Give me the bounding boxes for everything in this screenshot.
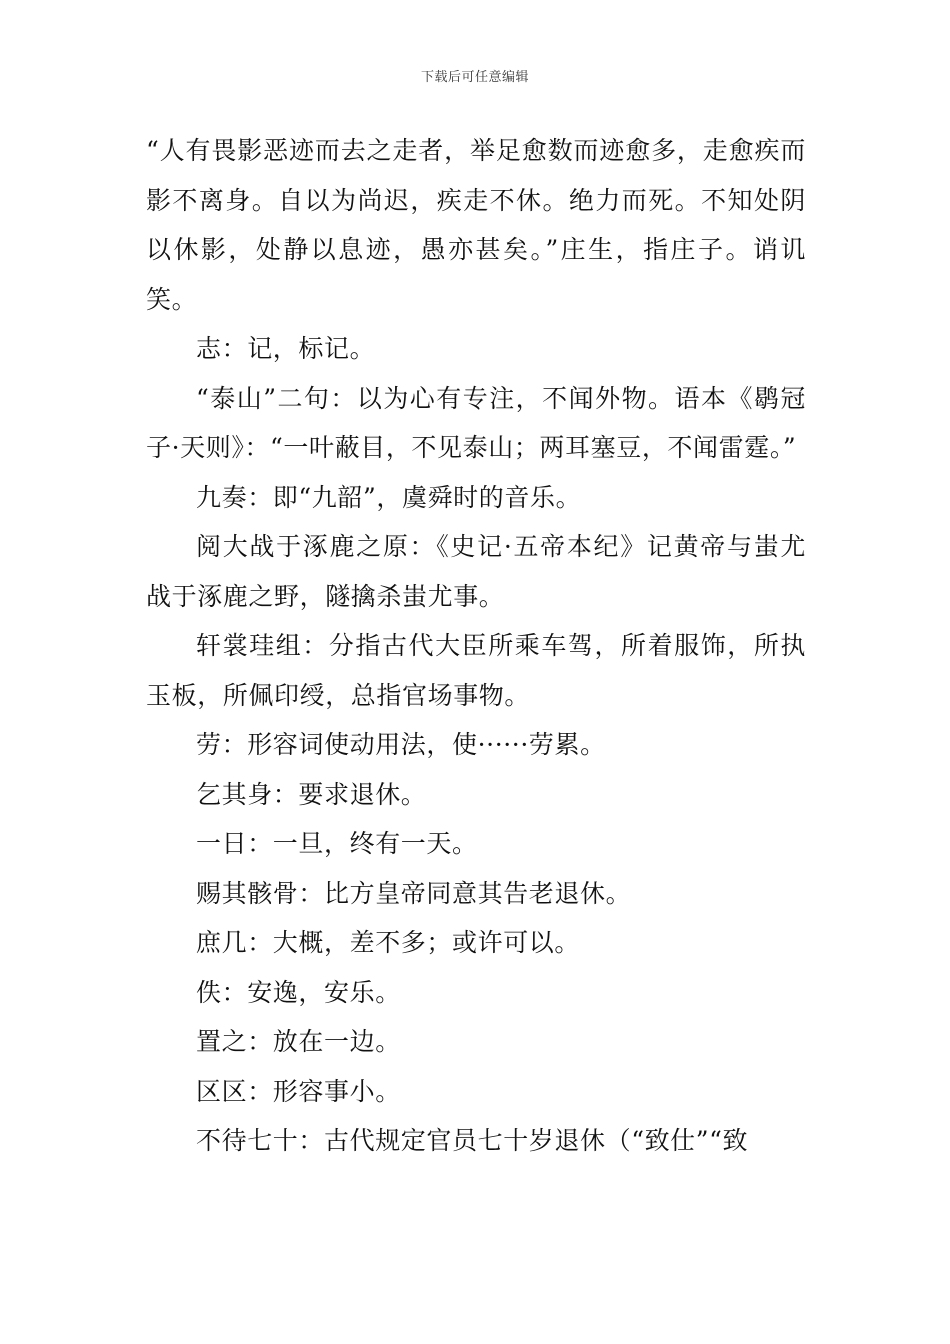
paragraph-8: 乞其身：要求退休。 <box>196 779 427 809</box>
paragraph-12: 佚：安逸，安乐。 <box>196 977 401 1007</box>
paragraph-2: 志：记，标记。 <box>196 334 376 363</box>
paragraph-5: 阅大战于涿鹿之原：《史记·五帝本纪》记黄帝与蚩尤战于涿鹿之野，隧擒杀蚩尤事。 <box>146 532 806 611</box>
paragraph-6: 轩裳珪组：分指古代大臣所乘车驾，所着服饰，所执玉板，所佩印绶，总指官场事物。 <box>146 631 806 710</box>
paragraph-4: 九奏：即“九韶”，虞舜时的音乐。 <box>196 482 582 512</box>
paragraph-1: “人有畏影恶迹而去之走者，举足愈数而迹愈多，走愈疾而影不离身。自以为尚迟，疾走不休。绝力而死。不知处阴以休影，处静以息迹，愚亦甚矣。”庄生，指庄子。诮讥笑。 <box>146 136 806 314</box>
paragraph-15: 不待七十：古代规定官员七十岁退休（“致仕”“致 <box>196 1126 749 1155</box>
paragraph-13: 置之：放在一边。 <box>196 1027 401 1056</box>
paragraph-11: 庶几：大概，差不多；或许可以。 <box>196 928 581 957</box>
paragraph-14: 区区：形容事小。 <box>196 1076 401 1106</box>
paragraph-9: 一日：一旦，终有一天。 <box>196 829 478 858</box>
paragraph-3: “泰山”二句：以为心有专注，不闻外物。语本《鹖冠子·天则》：“一叶蔽目，不见泰山；两耳塞豆，不闻雷霆。” <box>146 383 806 462</box>
paragraph-7: 劳：形容词使动用法，使······劳累。 <box>196 730 606 759</box>
page-header: 下载后可任意编辑 <box>420 70 529 85</box>
document-body <box>146 126 806 1166</box>
paragraph-10: 赐其骸骨：比方皇帝同意其告老退休。 <box>196 878 632 908</box>
